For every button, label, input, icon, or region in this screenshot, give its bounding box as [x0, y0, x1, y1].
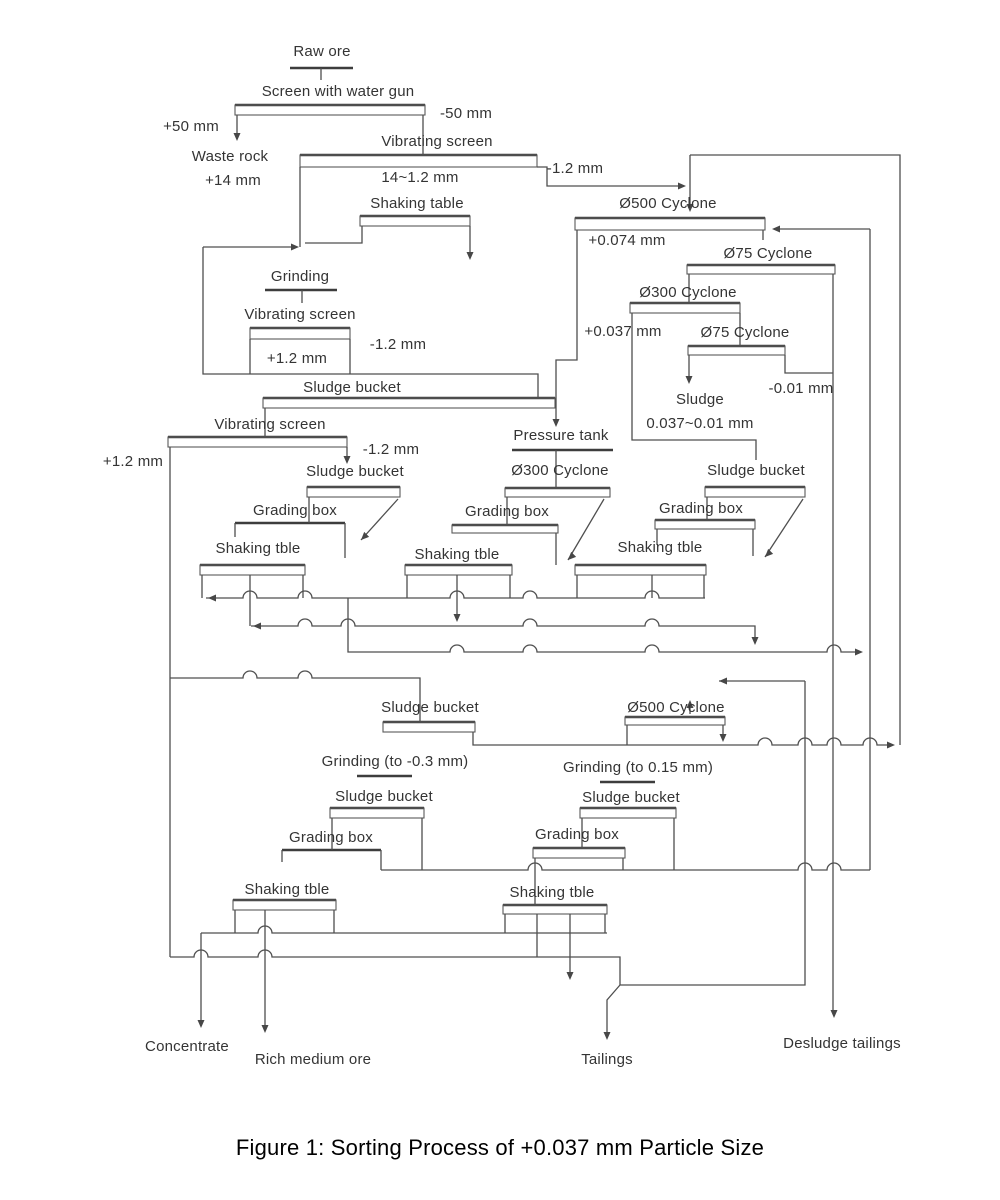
- shaking-tble-4-label: Shaking tble: [244, 880, 330, 898]
- cyclone-75-2-label: Ø75 Cyclone: [700, 323, 790, 341]
- plus-1-2mm-c-label: +1.2 mm: [102, 452, 164, 470]
- shaking-tble-1-label: Shaking tble: [215, 539, 301, 557]
- shaking-tble-2-label: Shaking tble: [414, 545, 500, 563]
- waste-rock-label: Waste rock: [191, 147, 269, 165]
- sludge-bucket-6-label: Sludge bucket: [582, 788, 680, 806]
- cyclone-75-1-label: Ø75 Cyclone: [723, 244, 813, 262]
- grading-box-2-label: Grading box: [465, 502, 549, 520]
- grading-box-4-label: Grading box: [289, 828, 373, 846]
- raw-ore-label: Raw ore: [293, 42, 351, 60]
- plus-1-2mm-b-label: +1.2 mm: [266, 349, 328, 367]
- vibrating-screen-1-label: Vibrating screen: [381, 132, 493, 150]
- sludge-label: Sludge: [676, 390, 724, 408]
- minus-1-2mm-b-label: -1.2 mm: [369, 335, 427, 353]
- plus-14mm-label: +14 mm: [205, 171, 261, 189]
- desludge-tailings-label: Desludge tailings: [783, 1034, 901, 1052]
- grinding-to-03-label: Grinding (to -0.3 mm): [321, 752, 469, 770]
- plus-50mm-label: +50 mm: [163, 117, 219, 135]
- grading-box-5-label: Grading box: [535, 825, 619, 843]
- minus-1-2mm-a-label: -1.2 mm: [546, 159, 604, 177]
- tailings-label: Tailings: [581, 1050, 633, 1068]
- pressure-tank-label: Pressure tank: [513, 426, 609, 444]
- shaking-tble-3-label: Shaking tble: [617, 538, 703, 556]
- range-0037-001mm-label: 0.037~0.01 mm: [646, 414, 754, 432]
- cyclone-500-2-label: Ø500 Cyclone: [627, 698, 725, 716]
- sludge-bucket-4-label: Sludge bucket: [381, 698, 479, 716]
- sludge-bucket-5-label: Sludge bucket: [335, 787, 433, 805]
- cyclone-500-1-label: Ø500 Cyclone: [619, 194, 717, 212]
- cyclone-300-1-label: Ø300 Cyclone: [639, 283, 737, 301]
- plus-0074mm-label: +0.074 mm: [588, 231, 666, 249]
- shaking-table-label: Shaking table: [370, 194, 464, 212]
- vibrating-screen-3-label: Vibrating screen: [214, 415, 326, 433]
- sludge-bucket-wide-label: Sludge bucket: [303, 378, 401, 396]
- minus-50mm-label: -50 mm: [439, 104, 493, 122]
- size-14-1-2mm-label: 14~1.2 mm: [381, 168, 459, 186]
- screen-water-gun-label: Screen with water gun: [261, 82, 415, 100]
- cyclone-300-2-label: Ø300 Cyclone: [511, 461, 609, 479]
- shaking-tble-5-label: Shaking tble: [509, 883, 595, 901]
- concentrate-label: Concentrate: [145, 1037, 229, 1055]
- minus-0-01mm-label: -0.01 mm: [768, 379, 834, 397]
- sludge-bucket-3-label: Sludge bucket: [707, 461, 805, 479]
- plus-0037mm-label: +0.037 mm: [584, 322, 662, 340]
- vibrating-screen-2-label: Vibrating screen: [244, 305, 356, 323]
- grinding-to-015-label: Grinding (to 0.15 mm): [562, 758, 714, 776]
- minus-1-2mm-c-label: -1.2 mm: [362, 440, 420, 458]
- rich-medium-ore-label: Rich medium ore: [254, 1050, 372, 1068]
- grading-box-3-label: Grading box: [659, 499, 743, 517]
- sludge-bucket-2-label: Sludge bucket: [306, 462, 404, 480]
- grinding-1-label: Grinding: [270, 267, 330, 285]
- equipment-symbols: [168, 68, 835, 914]
- grading-box-1-label: Grading box: [253, 501, 337, 519]
- figure-caption: Figure 1: Sorting Process of +0.037 mm Particle Size: [235, 1135, 765, 1160]
